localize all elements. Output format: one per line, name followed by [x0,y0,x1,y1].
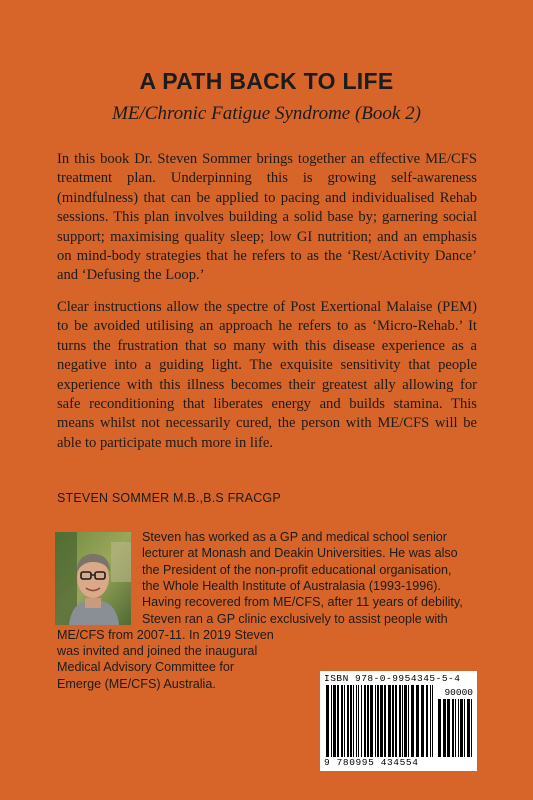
addon-barcode-bars-icon [438,699,472,757]
barcode-bar [452,699,454,757]
barcode-bar [333,685,336,757]
barcode-bar [432,685,433,757]
barcode-bar [467,699,470,757]
barcode-bar [458,699,459,757]
description-paragraph-1: In this book Dr. Steven Sommer brings together an effective ME/CFS treatment plan. Underpinning this is growing self-awareness (mindfulness) that can be applied to pacing and individualised Rehab sessions. This plan involves building a solid base by; garnering social support; maximising quality sleep; low GI nutrition; and an emphasis on mind-body strategies that he refers to as the ‘Rest/Activity Dance’ and ‘Defusing the Loop.’ [57,151,477,284]
description-paragraph-2: Clear instructions allow the spectre of Post Exertional Malaise (PEM) to be avoided utilising an approach he refers to as ‘Micro-Rehab.’ It turns the frustration that so many with this disease experience as a negative into a guiding light. The exquisite sensitivity that people experience with this illness becomes their greatest ally allowing for safe reconditioning that liberates energy and builds stamina. This means whilst not necessarily cured, the person with ME/CFS will be able to participate much more in life. [57,299,477,451]
isbn-barcode [320,671,477,771]
barcode-bar [421,685,424,757]
book-subtitle: ME/Chronic Fatigue Syndrome (Book 2) [112,103,421,124]
barcode-bar [399,685,401,757]
barcode-bar [384,685,386,757]
barcode-bar [347,685,349,757]
barcode-bar [404,685,407,757]
barcode-bar [353,685,354,757]
bio-line: Having recovered from ME/CFS, after 11 years of debility, [142,595,463,610]
barcode-bar [377,685,379,757]
book-title: A PATH BACK TO LIFE [139,68,394,94]
price-code: 90000 [444,687,473,698]
isbn-number: ISBN 978-0-9954345-5-4 [324,673,461,684]
barcode-bar [430,685,431,757]
author-portrait-icon [55,532,131,625]
barcode-bar [356,685,357,757]
barcode-bar [380,685,383,757]
barcode-bar [331,685,332,757]
barcode-bar [388,685,391,757]
barcode-bar [411,685,414,757]
barcode-bar [464,699,465,757]
barcode-bar [375,685,376,757]
ean-number: 9 780995 434554 [324,757,419,768]
barcode-bar [337,685,339,757]
barcode-bar [350,685,352,757]
barcode-bars-icon [326,685,434,757]
bio-line: the Whole Health Institute of Australasia (1993-1996). [142,578,441,593]
barcode-bar [358,685,359,757]
barcode-bar [438,699,441,757]
barcode-bar [344,685,345,757]
barcode-bar [460,699,463,757]
bio-line: Emerge (ME/CFS) Australia. [57,676,216,691]
author-photo [55,532,131,625]
bio-line: ME/CFS from 2007-11. In 2019 Steven [57,627,274,642]
bio-line: was invited and joined the inaugural [57,644,258,659]
barcode-bar [326,685,329,757]
barcode-bar [364,685,366,757]
bio-line: lecturer at Monash and Deakin Universities. He was also [142,546,458,561]
barcode-bar [395,685,397,757]
bio-line: Medical Advisory Committee for [57,660,235,675]
barcode-bar [408,685,409,757]
barcode-bar [367,685,369,757]
barcode-bar [426,685,428,757]
bio-line: the President of the non-profit educational organisation, [142,562,452,577]
barcode-bar [471,699,472,757]
barcode-bar [402,685,403,757]
barcode-bar [447,699,450,757]
bio-line: Steven has worked as a GP and medical school senior [142,530,447,544]
barcode-bar [443,699,446,757]
barcode-bar [392,685,394,757]
author-credentials: STEVEN SOMMER M.B.,B.S FRACGP [57,491,281,505]
barcode-bar [361,685,362,757]
barcode-bar [455,699,456,757]
bio-line: Steven ran a GP clinic exclusively to assist people with [142,611,448,626]
barcode-bar [341,685,343,757]
barcode-bar [416,685,419,757]
barcode-bar [370,685,373,757]
